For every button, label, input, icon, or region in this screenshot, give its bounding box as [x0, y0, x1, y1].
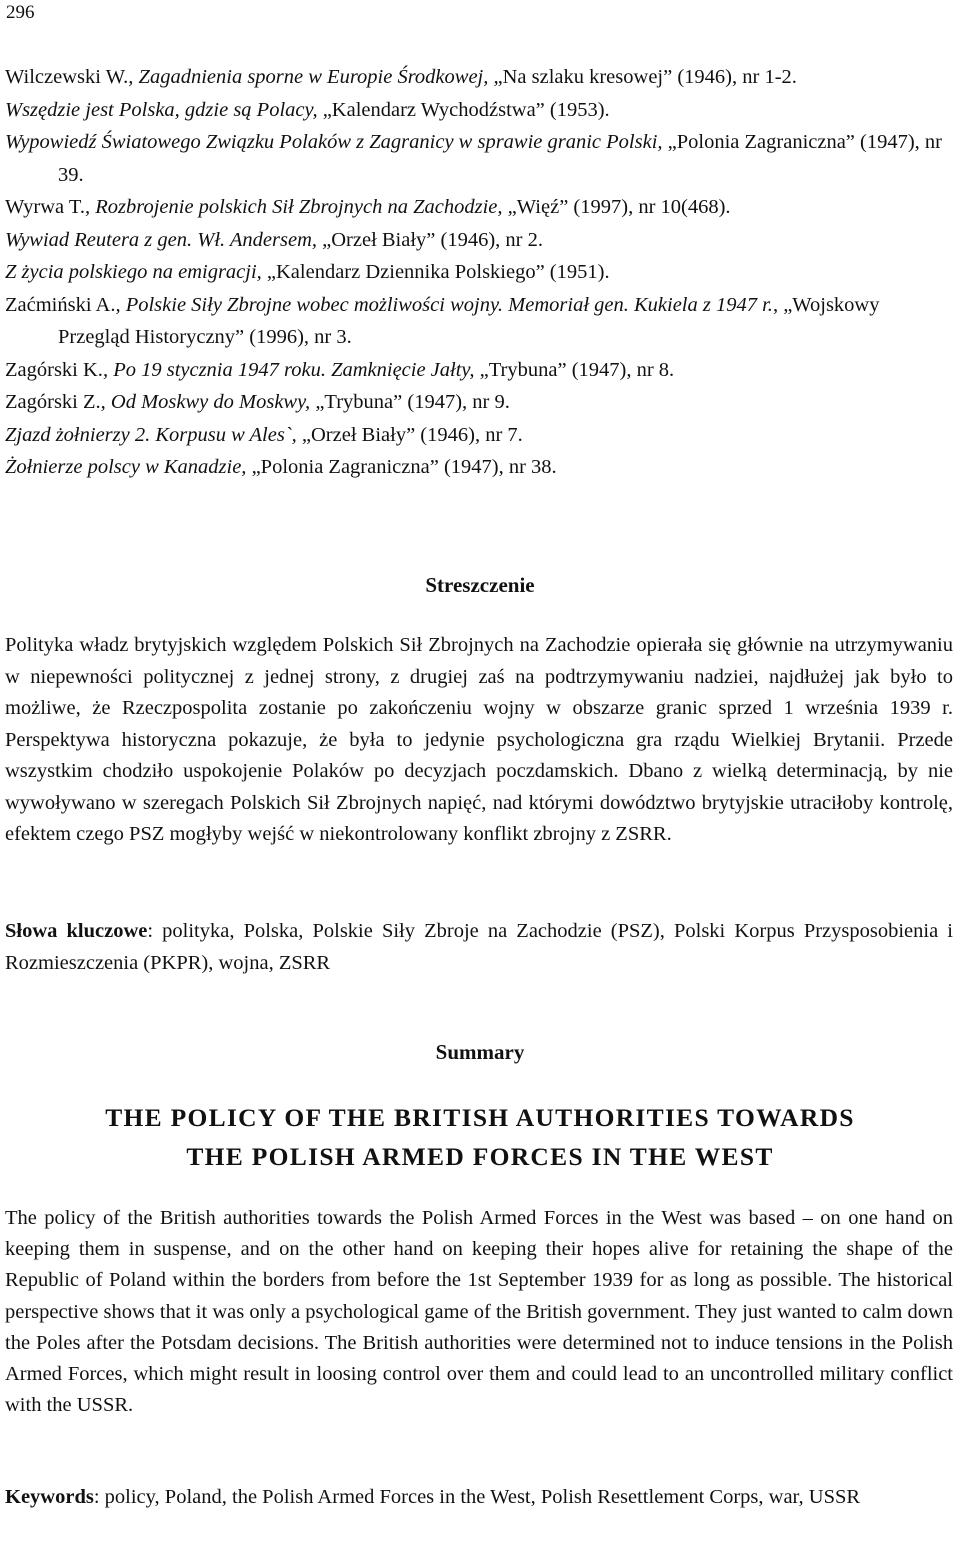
reference-title: Z życia polskiego na emigracji,: [5, 261, 262, 283]
reference-title: Żołnierze polscy w Kanadzie,: [5, 456, 247, 478]
reference-author: Wyrwa T.: [5, 196, 85, 218]
reference-source: „Trybuna” (1947), nr 9.: [310, 391, 510, 413]
reference-item: [5, 191, 955, 224]
reference-item: [5, 126, 955, 191]
reference-author: Zaćmiński A.: [5, 293, 116, 316]
reference-title: , Rozbrojenie polskich Sił Zbrojnych na Zachodzie,: [84, 196, 503, 218]
reference-item: [5, 419, 955, 452]
slowa-kluczowe: [5, 916, 953, 979]
reference-item: [5, 256, 955, 289]
reference-title: Wypowiedź Światowego Związku Polaków z Zagranicy w sprawie granic Polski,: [5, 131, 663, 153]
reference-item: [5, 289, 955, 354]
reference-item: [5, 354, 955, 387]
reference-list: [5, 61, 955, 484]
reference-author: Zagórski K.: [5, 358, 103, 381]
reference-source: „Trybuna” (1947), nr 8.: [474, 358, 675, 381]
reference-author: Zagórski Z.: [5, 391, 101, 413]
reference-author: Wilczewski W.: [5, 66, 129, 88]
reference-title: , Od Moskwy do Moskwy,: [100, 391, 311, 413]
reference-source: „Na szlaku kresowej” (1946), nr 1-2.: [488, 66, 797, 88]
summary-title-line-1: THE POLICY OF THE BRITISH AUTHORITIES TOWARDS: [105, 1103, 855, 1132]
reference-item: [5, 94, 955, 127]
summary-title-line-2: THE POLISH ARMED FORCES IN THE WEST: [186, 1142, 774, 1171]
keywords-text: : policy, Poland, the Polish Armed Forces in the West, Polish Resettlement Corps, war, USSR: [93, 1486, 861, 1508]
slowa-kluczowe-label: Słowa kluczowe: [5, 920, 148, 942]
reference-source: „Więź” (1997), nr 10(468).: [502, 196, 731, 218]
slowa-kluczowe-text: : polityka, Polska, Polskie Siły Zbroje na Zachodzie (PSZ), Polski Korpus Przysposobienia i Rozmieszczenia (PKPR), wojna, ZSRR: [5, 920, 953, 974]
reference-item: [5, 224, 955, 257]
reference-title: Wywiad Reutera z gen. Wł. Andersem,: [5, 228, 318, 251]
reference-source: „Polonia Zagraniczna” (1947), nr 38.: [246, 456, 557, 478]
keywords-label: Keywords: [5, 1486, 94, 1508]
reference-title: , Zagadnienia sporne w Europie Środkowej,: [128, 66, 489, 88]
reference-title: , Polskie Siły Zbrojne wobec możliwości wojny. Memoriał gen. Kukiela z 1947 r.: [115, 293, 773, 316]
summary-body: The policy of the British authorities towards the Polish Armed Forces in the West was based – on one hand on keeping them in suspense, and on the other hand on keeping their hopes alive for retaining the shape of the Republic of Poland within the borders from before the 1st September 1939 for as long as possible. The historical perspective shows that it was only a psychological game of the British government. They just wanted to calm down the Poles after the Potsdam decisions. The British authorities were determined not to induce tensions in the Polish Armed Forces, which might result in loosing control over them and could lead to an uncontrolled military conflict with the USSR.: [5, 1207, 953, 1417]
page-number: 296: [6, 2, 35, 23]
reference-source: „Kalendarz Wychodźstwa” (1953).: [317, 98, 610, 121]
reference-source: „Kalendarz Dziennika Polskiego” (1951).: [261, 261, 610, 283]
reference-item: [5, 386, 955, 419]
reference-source: „Orzeł Biały” (1946), nr 7.: [296, 423, 523, 446]
keywords: [5, 1482, 953, 1513]
summary-heading: Summary: [435, 1040, 525, 1064]
reference-source: „Polonia Zagraniczna” (1947), nr 39.: [58, 131, 943, 186]
streszczenie-heading: Streszczenie: [425, 573, 535, 597]
reference-source: , „Wojskowy Przegląd Historyczny” (1996), nr 3.: [58, 293, 880, 348]
reference-title: , Po 19 stycznia 1947 roku. Zamknięcie Jałty,: [102, 358, 475, 381]
reference-item: [5, 61, 955, 94]
reference-item: [5, 451, 955, 484]
summary-title: [0, 1098, 960, 1176]
reference-title: Zjazd żołnierzy 2. Korpusu w Ales`,: [5, 423, 297, 446]
reference-title: Wszędzie jest Polska, gdzie są Polacy,: [5, 98, 318, 121]
streszczenie-body: Polityka władz brytyjskich względem Polskich Sił Zbrojnych na Zachodzie opierała się głównie na utrzymywaniu w niepewności politycznej z jednej strony, z drugiej zaś na podtrzymywaniu nadziei, najdłużej jak było to możliwe, że Rzeczpospolita zostanie po zakończeniu wojny w obszarze granic sprzed 1 września 1939 r. Perspektywa historyczna pokazuje, że była to jedynie psychologiczna gra rządu Wielkiej Brytanii. Przede wszystkim chodziło uspokojenie Polaków po decyzjach poczdamskich. Dbano z wielką determinacją, by nie wywoływano w szeregach Polskich Sił Zbrojnych napięć, nad którymi dowództwo brytyjskie utraciłoby kontrolę, efektem czego PSZ mogłyby wejść w niekontrolowany konflikt zbrojny z ZSRR.: [5, 634, 953, 845]
reference-source: „Orzeł Biały” (1946), nr 2.: [317, 228, 544, 251]
